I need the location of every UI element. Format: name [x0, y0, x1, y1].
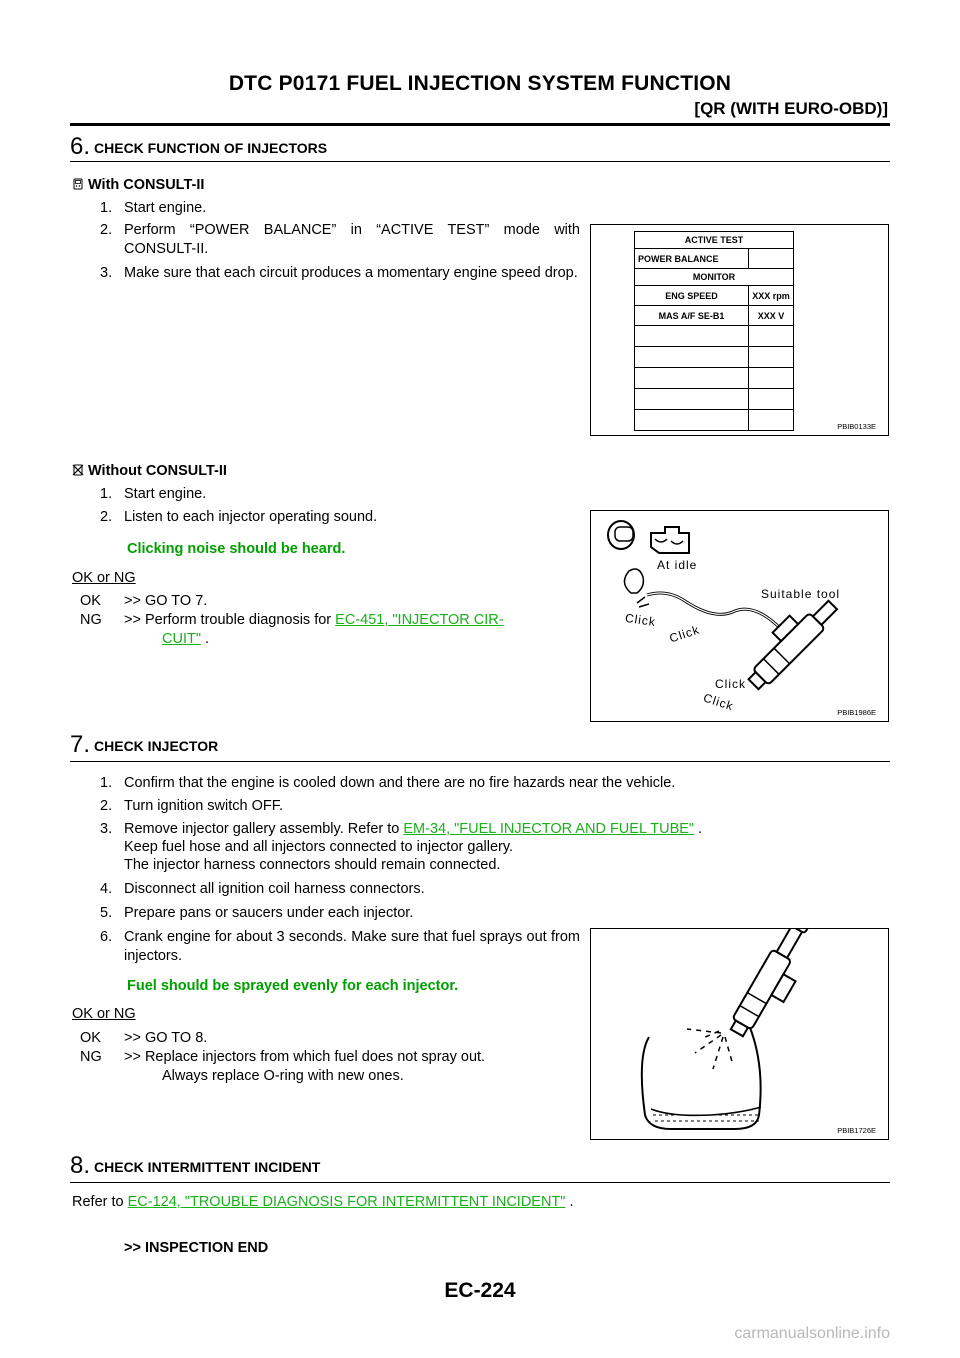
item-text: Remove injector gallery assembly. Refer to: [124, 821, 404, 837]
blank-cell: [749, 389, 794, 410]
item-text: Start engine.: [124, 200, 207, 216]
step-8-heading: [70, 1152, 320, 1180]
step-7-ok-text: >> GO TO 8.: [124, 1030, 208, 1046]
step-7-rule: [70, 761, 890, 762]
refer-text: Refer to: [72, 1194, 128, 1210]
blank-cell: [749, 368, 794, 389]
item-number: 6.: [100, 929, 113, 945]
fuel-injector-link[interactable]: EM-34, "FUEL INJECTOR AND FUEL TUBE": [403, 821, 695, 837]
step-6-with-item-1: [100, 199, 206, 218]
container-icon: [642, 1025, 761, 1129]
refer-tail: .: [565, 1194, 574, 1210]
step-6-without-item-1: [100, 485, 206, 504]
injector-sound-figure: [590, 510, 889, 722]
step-7-item-3: [100, 820, 702, 839]
power-balance-cell: POWER BALANCE: [635, 249, 749, 269]
blank-row: [635, 410, 749, 431]
step-7-item-4: [100, 880, 425, 899]
ignition-key-icon: [608, 521, 634, 549]
item-text: Turn ignition switch OFF.: [124, 798, 284, 814]
item-number: 1.: [100, 486, 113, 502]
step-7-item-1: [100, 774, 675, 793]
step-8-rule: [70, 1182, 890, 1183]
step-7-ok-ng: OK or NG: [72, 1006, 136, 1022]
mas-af-value: XXX V: [749, 306, 794, 326]
blank-cell: [749, 410, 794, 431]
item-text: Perform “POWER BALANCE” in “ACTIVE TEST” mode with CONSULT-II.: [124, 222, 580, 257]
item-text: Start engine.: [124, 486, 207, 502]
click-label-2: Click: [667, 622, 702, 646]
figure-id: PBIB0133E: [837, 422, 876, 431]
fuel-spray-figure: [590, 928, 889, 1140]
step-6-ng-label: NG: [80, 612, 102, 628]
ear-icon: [624, 569, 649, 607]
step-7-heading: [70, 731, 218, 759]
no-consult-tool-icon: [72, 464, 84, 476]
blank-row: [635, 389, 749, 410]
step-7-item-5: [100, 904, 413, 923]
page-title: DTC P0171 FUEL INJECTION SYSTEM FUNCTION: [228, 72, 732, 95]
item-text: Make sure that each circuit produces a momentary engine speed drop.: [124, 265, 578, 281]
item-tail: .: [694, 821, 703, 837]
eng-speed-cell: ENG SPEED: [635, 286, 749, 306]
with-consult-text: With CONSULT-II: [88, 177, 205, 193]
step-6-ok-text: >> GO TO 7.: [124, 593, 208, 609]
at-idle-label: At idle: [657, 558, 698, 572]
step-8-title: CHECK INTERMITTENT INCIDENT: [94, 1159, 321, 1175]
item-number: 1.: [100, 775, 113, 791]
without-consult-label: [72, 462, 227, 481]
step-7-ng-label: NG: [80, 1049, 102, 1065]
item-number: 1.: [100, 200, 113, 216]
fuel-spray-drawing: [591, 929, 888, 1139]
item-number: 2.: [100, 798, 113, 814]
inspection-end: >> INSPECTION END: [124, 1240, 269, 1256]
step-6-ng-text-2: [162, 630, 209, 649]
step-7-item-2: [100, 797, 283, 816]
step-7-criterion: Fuel should be sprayed evenly for each injector.: [127, 978, 459, 994]
ng-text: >> Perform trouble diagnosis for: [124, 612, 336, 628]
item-number: 2.: [100, 222, 113, 238]
injector-circuit-link-cont[interactable]: CUIT": [162, 631, 201, 647]
eng-speed-value: XXX rpm: [749, 286, 794, 306]
header-rule: [70, 123, 890, 126]
item-number: 3.: [100, 821, 113, 837]
watermark: carmanualsonline.info: [734, 1325, 890, 1342]
item-number: 5.: [100, 905, 113, 921]
click-label-4: Click: [701, 690, 736, 714]
without-consult-text: Without CONSULT-II: [88, 463, 227, 479]
consult-screen-figure: [590, 224, 889, 436]
step-8-refer: [72, 1193, 574, 1212]
injector-icon: [737, 589, 840, 692]
item-text: Confirm that the engine is cooled down and there are no fire hazards near the vehicle.: [124, 775, 676, 791]
item-number: 2.: [100, 509, 113, 525]
step-6-criterion: Clicking noise should be heard.: [127, 541, 346, 557]
intermittent-incident-link[interactable]: EC-124, "TROUBLE DIAGNOSIS FOR INTERMITTENT INCIDENT": [127, 1194, 566, 1210]
figure-id: PBIB1986E: [837, 708, 876, 717]
click-label-1: Click: [624, 610, 657, 630]
blank-cell: [749, 326, 794, 347]
step-6-rule: [70, 161, 890, 162]
active-test-cell: ACTIVE TEST: [635, 232, 794, 249]
page-number: EC-224: [444, 1279, 516, 1302]
item-text: Crank engine for about 3 seconds. Make sure that fuel sprays out from injectors.: [124, 929, 580, 964]
consult-tool-icon: [72, 178, 84, 190]
item-text: Prepare pans or saucers under each injector.: [124, 905, 414, 921]
blank-row: [635, 326, 749, 347]
step-6-with-item-2: [100, 221, 580, 259]
step-7-title: CHECK INJECTOR: [94, 738, 219, 754]
suitable-tool-label: Suitable tool: [761, 587, 841, 601]
page-subtitle: [QR (WITH EURO-OBD)]: [694, 99, 888, 118]
step-6-title: CHECK FUNCTION OF INJECTORS: [94, 140, 328, 156]
step-7-ok-label: OK: [80, 1030, 101, 1046]
spray-lines-icon: [687, 1029, 733, 1069]
injector-icon: [727, 929, 823, 1045]
ng-tail: .: [200, 631, 210, 647]
engine-icon: [651, 527, 689, 553]
item-number: 3.: [100, 265, 113, 281]
consult-screen-table: [634, 231, 794, 431]
step-7-number: 7.: [70, 731, 91, 758]
step-7-item-3-line-3: The injector harness connectors should remain connected.: [124, 857, 501, 873]
power-balance-blank: [749, 249, 794, 269]
step-7-item-6: [100, 928, 580, 966]
step-6-ng-text: [124, 611, 504, 630]
step-6-ok-label: OK: [80, 593, 101, 609]
step-7-ng-text-2: Always replace O-ring with new ones.: [162, 1068, 404, 1084]
mas-af-cell: MAS A/F SE-B1: [635, 306, 749, 326]
step-6-ok-ng: OK or NG: [72, 570, 136, 586]
step-8-number: 8.: [70, 1152, 91, 1179]
item-text: Disconnect all ignition coil harness connectors.: [124, 881, 425, 897]
item-number: 4.: [100, 881, 113, 897]
step-6-with-item-3: [100, 264, 580, 283]
click-label-3: Click: [715, 677, 746, 691]
blank-row: [635, 347, 749, 368]
blank-row: [635, 368, 749, 389]
step-6-without-item-2: [100, 508, 377, 527]
item-text: Listen to each injector operating sound.: [124, 509, 378, 525]
monitor-cell: MONITOR: [635, 269, 794, 286]
injector-circuit-link[interactable]: EC-451, "INJECTOR CIR-: [335, 612, 504, 628]
figure-id: PBIB1726E: [837, 1126, 876, 1135]
step-7-ng-text: >> Replace injectors from which fuel does not spray out.: [124, 1049, 486, 1065]
step-6-heading: [70, 133, 327, 161]
step-6-number: 6.: [70, 133, 91, 160]
blank-cell: [749, 347, 794, 368]
with-consult-label: [72, 176, 204, 195]
step-7-item-3-line-2: Keep fuel hose and all injectors connected to injector gallery.: [124, 839, 514, 855]
